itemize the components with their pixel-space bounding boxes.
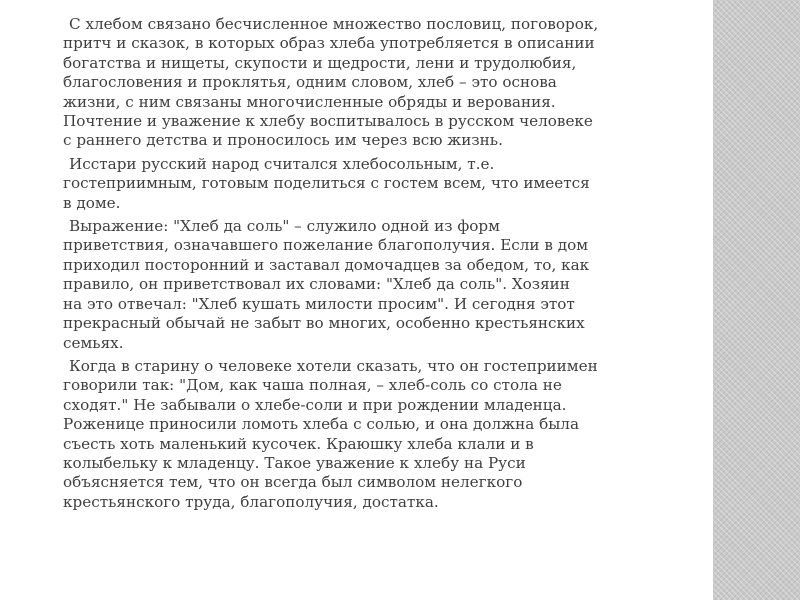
paragraph-hospitality: Исстари русский народ считался хлебосольным, т.е. гостеприимным, готовым поделиться с гостем всем, что имеется в доме. xyxy=(63,154,590,212)
decorative-side-band xyxy=(713,0,800,600)
paragraph-bread-proverbs: С хлебом связано бесчисленное множество пословиц, поговорок, притч и сказок, в которых образ хлеба употребляется в описании богатства и нищеты, скупости и щедрости, лени и трудолюбия, благословения и проклятья, одним словом, хлеб – это основа жизни, с ним связаны многочисленные обряды и верования. Почтение и уважение к хлебу воспитывалось в русском человеке с раннего детства и проносилось им через всю жизнь. xyxy=(63,15,599,150)
slide-text-body xyxy=(63,15,691,516)
paragraph-old-customs: Когда в старину о человеке хотели сказать, что он гостеприимен говорили так: "Дом, как чаша полная, – хлеб-соль со стола не сходят." Не забывали о хлебе-соли и при рождении младенца. Роженице приносили ломоть хлеба с солью, и она должна была съесть хоть маленький кусочек. Краюшку хлеба клали и в колыбельку к младенцу. Такое уважение к хлебу на Руси объясняется тем, что он всегда был символом нелегкого крестьянского труда, благополучия, достатка. xyxy=(63,356,598,511)
paragraph-bread-and-salt-greeting: Выражение: "Хлеб да соль" – служило одной из форм приветствия, означавшего пожелание благополучия. Если в дом приходил посторонний и заставал домочадцев за обедом, то, как правило, он приветствовал их словами: "Хлеб да соль". Хозяин на это отвечал: "Хлеб кушать милости просим". И сегодня этот прекрасный обычай не забыт во многих, особенно крестьянских семьях. xyxy=(63,217,590,352)
